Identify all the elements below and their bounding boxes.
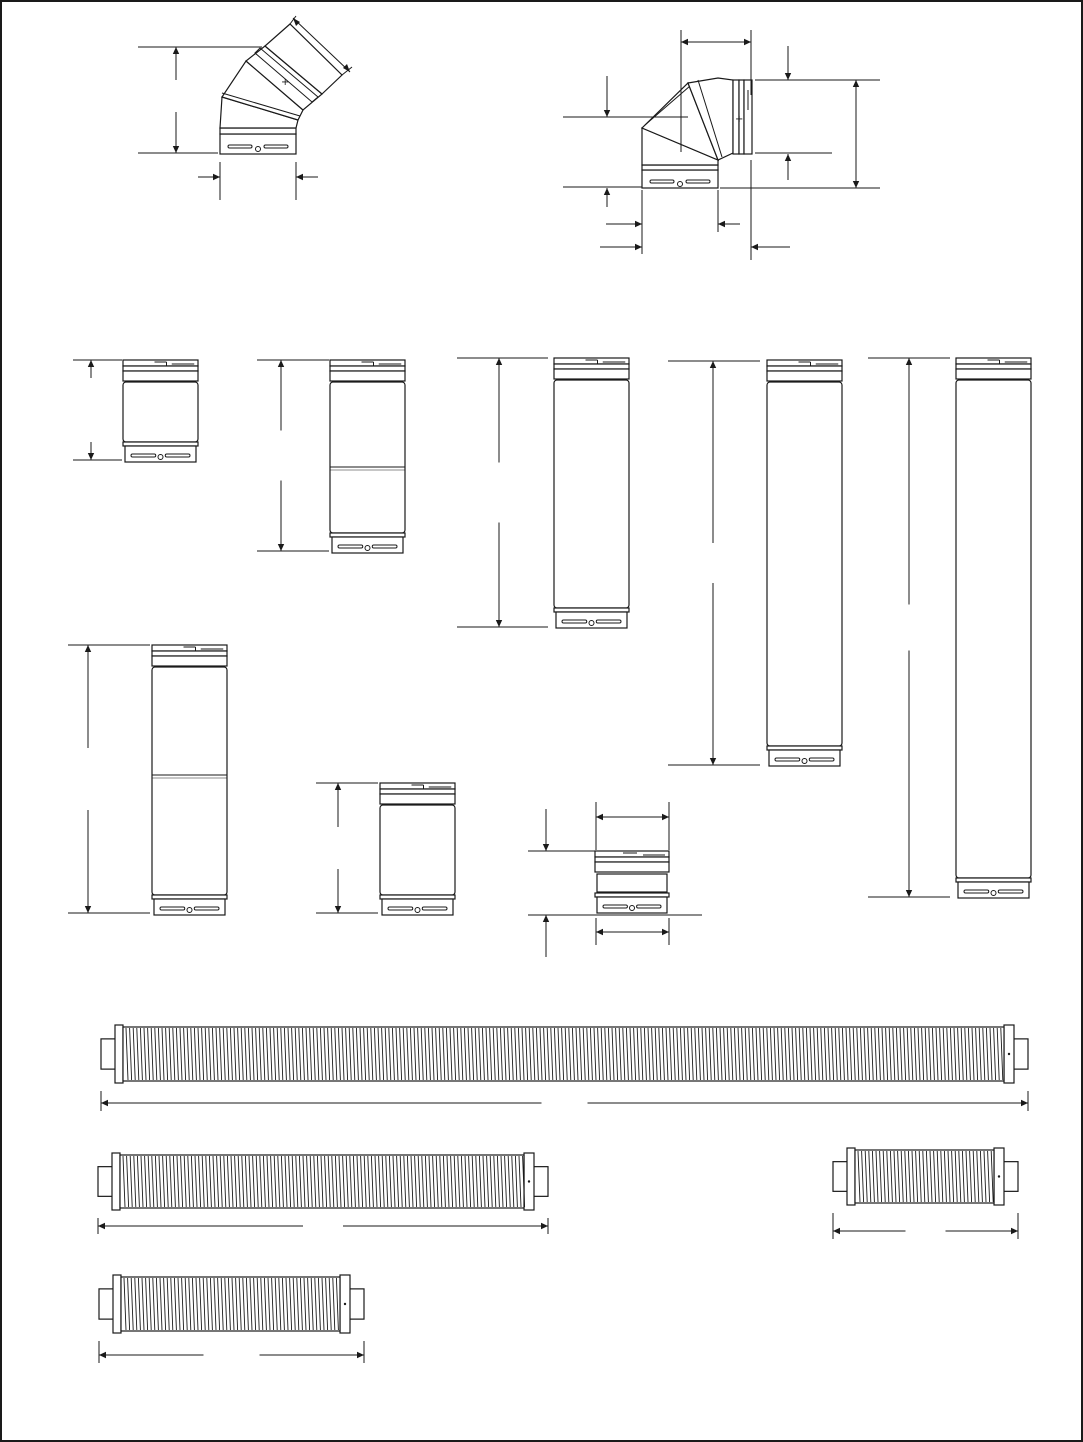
elbow-90 bbox=[642, 78, 752, 188]
flex-pipe-3 bbox=[833, 1148, 1018, 1205]
flex-pipe-4-length-dim bbox=[99, 1341, 364, 1363]
dim-adapter-top-width bbox=[596, 802, 669, 850]
flex-pipe-2-length-dim bbox=[98, 1218, 548, 1234]
flex-pipe-3-length-dim bbox=[833, 1213, 1018, 1239]
flex-pipe-4 bbox=[99, 1275, 364, 1333]
flex-pipe-1 bbox=[101, 1025, 1028, 1083]
flex-pipe-1-length-dim bbox=[101, 1091, 1028, 1111]
dim-adapter-height bbox=[543, 809, 549, 957]
straight-pipe-2 bbox=[330, 360, 405, 553]
straight-pipe-6 bbox=[380, 783, 455, 915]
svg-text:+: + bbox=[735, 114, 744, 125]
elbow-45 bbox=[220, 24, 342, 154]
adjustable-pipe-long bbox=[152, 645, 227, 915]
straight-pipe-5 bbox=[956, 358, 1031, 898]
dim-adapter-bottom-width bbox=[596, 918, 669, 945]
dim-adjustable-pipe-length bbox=[68, 645, 150, 913]
straight-pipe-4 bbox=[767, 360, 842, 766]
dim-straight-pipe-3-length bbox=[457, 358, 548, 627]
dim-straight-pipe-5-length bbox=[868, 358, 950, 897]
dim-straight-pipe-6-length bbox=[316, 783, 378, 913]
adapter-short bbox=[595, 851, 669, 913]
straight-pipe-1 bbox=[123, 360, 198, 462]
dim-straight-pipe-1-length bbox=[73, 360, 122, 460]
dim-straight-pipe-2-length bbox=[257, 360, 329, 551]
dim-straight-pipe-4-length bbox=[668, 361, 760, 765]
flex-pipe-2 bbox=[98, 1153, 548, 1210]
straight-pipe-3 bbox=[554, 358, 629, 628]
svg-text:+: + bbox=[281, 77, 290, 88]
